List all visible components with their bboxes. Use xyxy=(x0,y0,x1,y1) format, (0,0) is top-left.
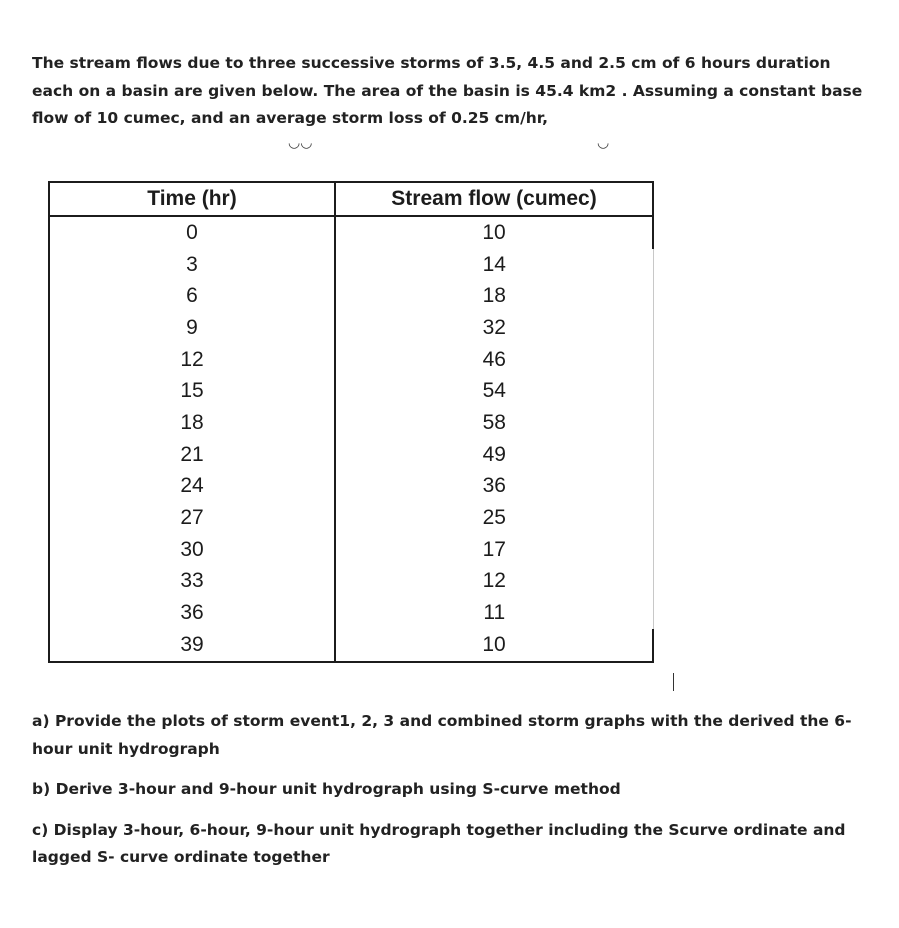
time-cell: 39 xyxy=(49,629,335,662)
question-list xyxy=(32,708,872,885)
flow-cell: 12 xyxy=(335,566,653,598)
time-cell: 12 xyxy=(49,344,335,376)
table-row xyxy=(49,629,653,662)
stream-flow-table xyxy=(48,181,654,663)
flow-cell: 10 xyxy=(335,216,653,249)
table-body xyxy=(49,216,653,662)
table-row xyxy=(49,344,653,376)
question-c: c) Display 3-hour, 6-hour, 9-hour unit hydrograph together including the Scurve ordinate and lagged S- curve ordinate together xyxy=(32,820,846,866)
flow-cell: 18 xyxy=(335,280,653,312)
table-row xyxy=(49,534,653,566)
table-row xyxy=(49,312,653,344)
time-cell: 3 xyxy=(49,249,335,281)
flow-cell: 46 xyxy=(335,344,653,376)
flow-cell: 49 xyxy=(335,439,653,471)
table-header-row xyxy=(49,182,653,216)
flow-cell: 25 xyxy=(335,502,653,534)
flow-cell: 54 xyxy=(335,375,653,407)
question-b: b) Derive 3-hour and 9-hour unit hydrograph using S-curve method xyxy=(32,780,621,798)
time-cell: 36 xyxy=(49,597,335,629)
time-cell: 18 xyxy=(49,407,335,439)
time-cell: 6 xyxy=(49,280,335,312)
table-row xyxy=(49,566,653,598)
flow-column-header: Stream flow (cumec) xyxy=(335,182,653,216)
table-row xyxy=(49,375,653,407)
time-cell: 33 xyxy=(49,566,335,598)
crop-artifact-mark: ◡ xyxy=(597,135,610,151)
flow-cell: 32 xyxy=(335,312,653,344)
time-cell: 21 xyxy=(49,439,335,471)
flow-cell: 17 xyxy=(335,534,653,566)
table-row xyxy=(49,280,653,312)
time-cell: 30 xyxy=(49,534,335,566)
table-row xyxy=(49,502,653,534)
question-a: a) Provide the plots of storm event1, 2, 3 and combined storm graphs with the derived the 6-hour unit hydrograph xyxy=(32,712,852,758)
text-cursor xyxy=(673,673,674,691)
flow-cell: 58 xyxy=(335,407,653,439)
flow-cell: 11 xyxy=(335,597,653,629)
time-cell: 9 xyxy=(49,312,335,344)
table-row xyxy=(49,471,653,503)
table-row xyxy=(49,597,653,629)
table-row xyxy=(49,216,653,249)
table-row xyxy=(49,249,653,281)
table-row xyxy=(49,407,653,439)
flow-cell: 10 xyxy=(335,629,653,662)
flow-cell: 36 xyxy=(335,471,653,503)
time-column-header: Time (hr) xyxy=(49,182,335,216)
time-cell: 0 xyxy=(49,216,335,249)
time-cell: 27 xyxy=(49,502,335,534)
flow-cell: 14 xyxy=(335,249,653,281)
problem-statement: The stream flows due to three successive storms of 3.5, 4.5 and 2.5 cm of 6 hours duration each on a basin are given below. The area of the basin is 45.4 km2 . Assuming a constant base flow of 10 cumec, and an average storm loss of 0.25 cm/hr, xyxy=(32,54,863,127)
table-row xyxy=(49,439,653,471)
time-cell: 24 xyxy=(49,471,335,503)
crop-artifact-mark: ◡◡ xyxy=(288,135,313,151)
time-cell: 15 xyxy=(49,375,335,407)
